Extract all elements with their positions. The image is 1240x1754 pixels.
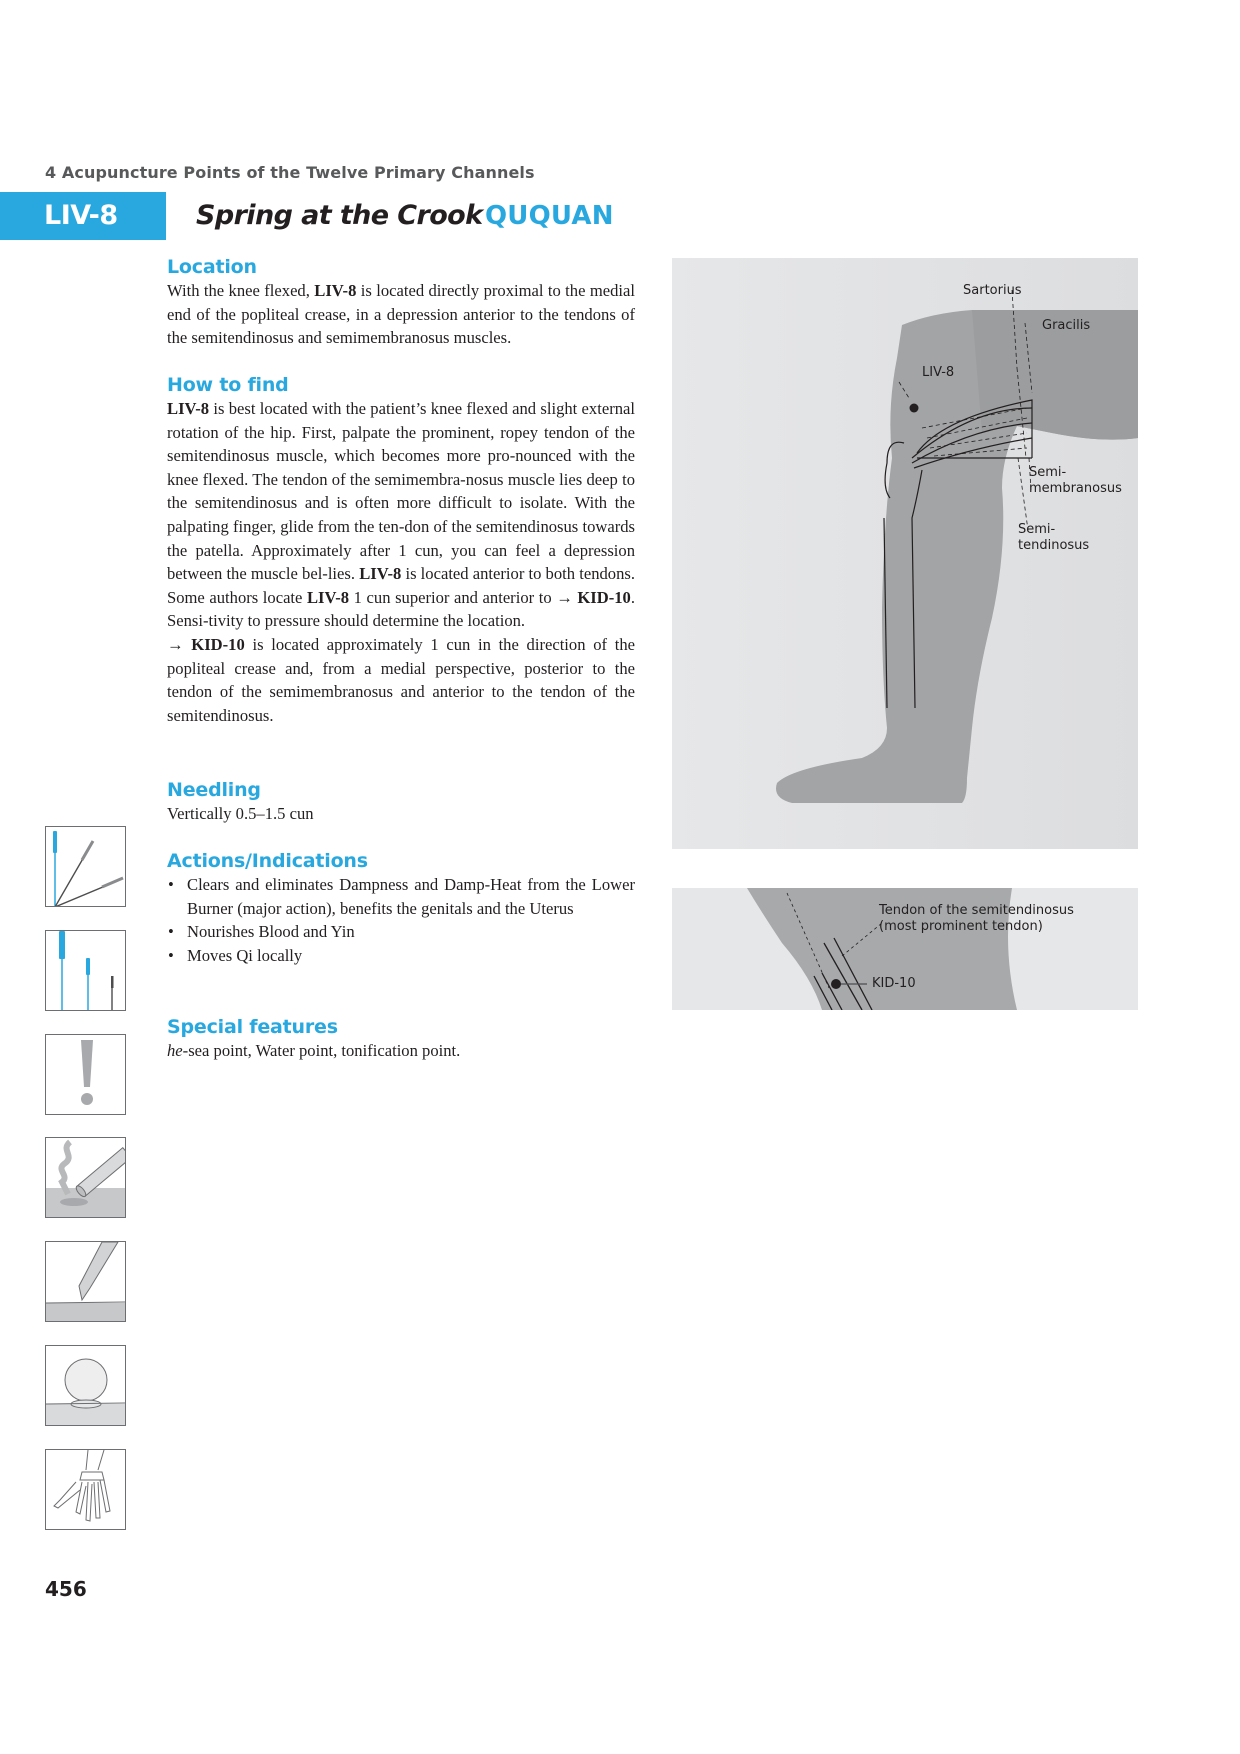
- knee-photo-detail: [672, 888, 1138, 1010]
- arrow-icon: →: [556, 587, 573, 607]
- needle-depth-icon: [45, 930, 126, 1011]
- kid10-point-marker: [831, 979, 841, 989]
- label-sartorius: Sartorius: [963, 283, 1022, 298]
- label-semimembranosus-2: membranosus: [1029, 481, 1122, 496]
- point-pinyin: QUQUAN: [485, 201, 614, 231]
- actions-heading: Actions/Indications: [167, 850, 368, 872]
- label-semitendinosus-2: tendinosus: [1018, 538, 1090, 553]
- kid10-link: KID-10: [577, 587, 631, 607]
- action-item: • Clears and eliminates Dampness and Damp-Heat from the Lower Burner (major action), benefits the genitals and the Uterus: [167, 873, 635, 920]
- label-tendon-1: Tendon of the semitendinosus: [879, 903, 1074, 918]
- point-name: Spring at the Crook: [196, 200, 483, 231]
- hand-bones-icon: [45, 1449, 126, 1530]
- how-to-find-heading: How to find: [167, 374, 289, 396]
- how-to-find-text: LIV-8 is best located with the patient’s knee flexed and slight external rotation of the hip. First, palpate the prominent, ropey tendon of the semitendinosus muscle, which becomes more pro-nounced with the knee flexed. The tendon of the semimembra-nosus muscle lies deep to the semitendinosus and is often more difficult to isolate. With the palpating finger, glide from the ten-don of the semitendinosus towards the patella. Approximately after 1 cun, you can feel a depression between the muscle bel-lies. LIV-8 is located anterior to both tendons. Some authors locate LIV-8 1 cun superior and anterior to → KID-10. Sensi-tivity to pressure should determine the location.: [167, 399, 635, 631]
- needling-text: Vertically 0.5–1.5 cun: [167, 804, 314, 823]
- section-location: [167, 255, 635, 350]
- special-text: he-sea point, Water point, tonification point.: [167, 1041, 461, 1060]
- kid10-text: → KID-10 is located approximately 1 cun in the direction of the popliteal crease and, from a medial perspective, posterior to the tendon of the semimembranosus and anterior to the tendon of the semitendinosus.: [167, 634, 635, 725]
- label-tendon-2: (most prominent tendon): [879, 919, 1043, 934]
- knee-photo-medial: [672, 258, 1138, 849]
- action-item: • Nourishes Blood and Yin: [167, 920, 635, 944]
- needle-angle-icon: [45, 826, 126, 907]
- label-liv8: LIV-8: [922, 365, 955, 380]
- cupping-icon: [45, 1345, 126, 1426]
- section-special-features: [167, 1015, 635, 1063]
- liv8-point-marker: [910, 404, 919, 413]
- special-heading: Special features: [167, 1016, 338, 1038]
- arrow-icon: →: [167, 634, 184, 654]
- label-semimembranosus-1: Semi-: [1029, 465, 1067, 480]
- section-how-to-find: [167, 373, 635, 727]
- page-number: 456: [45, 1577, 87, 1601]
- label-kid10: KID-10: [872, 976, 916, 991]
- location-heading: Location: [167, 256, 257, 278]
- location-text: With the knee flexed, LIV-8 is located directly proximal to the medial end of the popliteal crease, in a depression anterior to the tendons of the semitendinosus and semimembranosus muscles.: [167, 281, 635, 348]
- section-needling: [167, 778, 635, 826]
- moxibustion-icon: [45, 1137, 126, 1218]
- caution-icon: [45, 1034, 126, 1115]
- label-gracilis: Gracilis: [1042, 318, 1091, 333]
- section-actions: [167, 849, 635, 967]
- label-semitendinosus-1: Semi-: [1018, 522, 1056, 537]
- bloodletting-icon: [45, 1241, 126, 1322]
- chapter-heading: 4 Acupuncture Points of the Twelve Primary Channels: [45, 163, 535, 182]
- action-item: • Moves Qi locally: [167, 944, 635, 968]
- point-code: LIV-8: [44, 200, 118, 231]
- needling-heading: Needling: [167, 779, 261, 801]
